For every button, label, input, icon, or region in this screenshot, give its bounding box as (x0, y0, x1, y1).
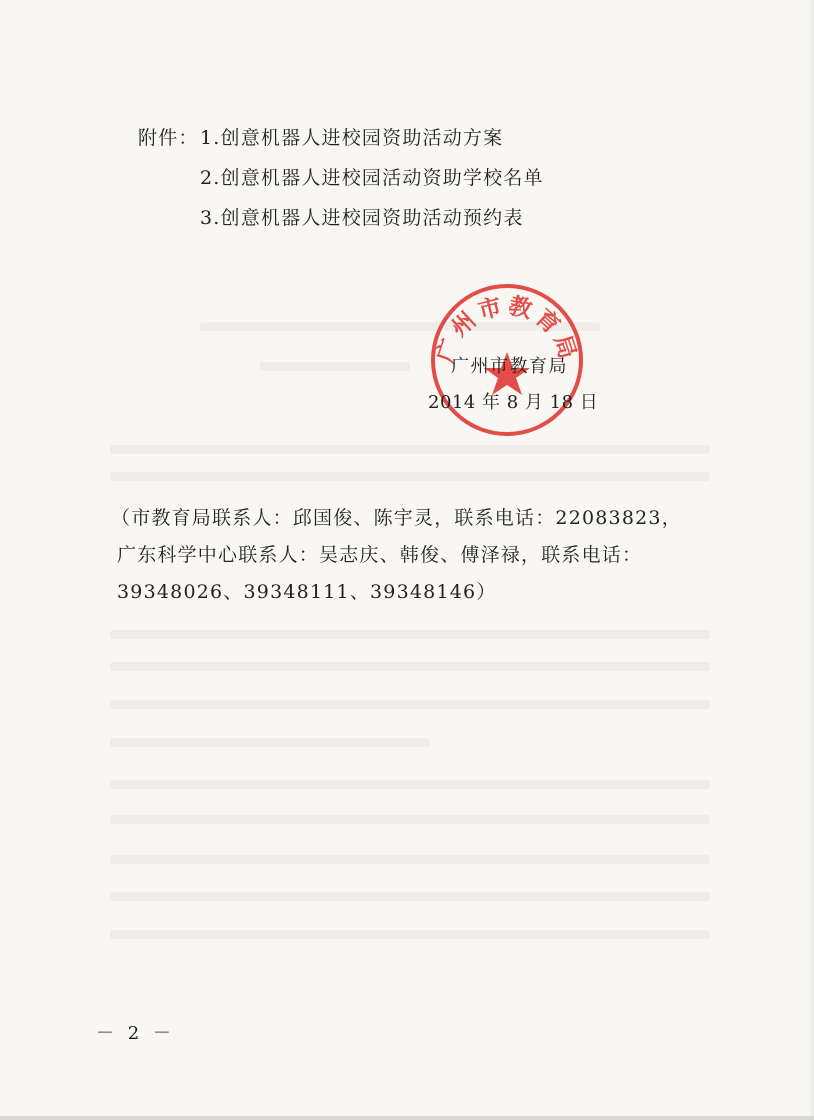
attachment-item-1: 1.创意机器人进校园资助活动方案 (200, 127, 504, 149)
contact-line-3: 39348026、39348111、39348146） (117, 581, 497, 603)
scan-bottom-edge (0, 1116, 814, 1120)
issuer-name: 广州市教育局 (451, 356, 568, 377)
contact-line-2: 广东科学中心联系人：吴志庆、韩俊、傅泽禄，联系电话： (117, 544, 643, 566)
attachments-label: 附件： (138, 127, 199, 149)
seal-text: 广州市教育局 (432, 292, 582, 366)
scan-edge-shadow (808, 0, 814, 1120)
attachment-item-2: 2.创意机器人进校园活动资助学校名单 (200, 167, 544, 189)
attachment-item-3: 3.创意机器人进校园资助活动预约表 (200, 207, 524, 229)
issue-date: 2014 年 8 月 18 日 (428, 392, 599, 413)
page-number: － 2 － (96, 1023, 175, 1044)
contact-line-1: （市教育局联系人：邱国俊、陈宇灵，联系电话：22083823， (111, 507, 682, 529)
